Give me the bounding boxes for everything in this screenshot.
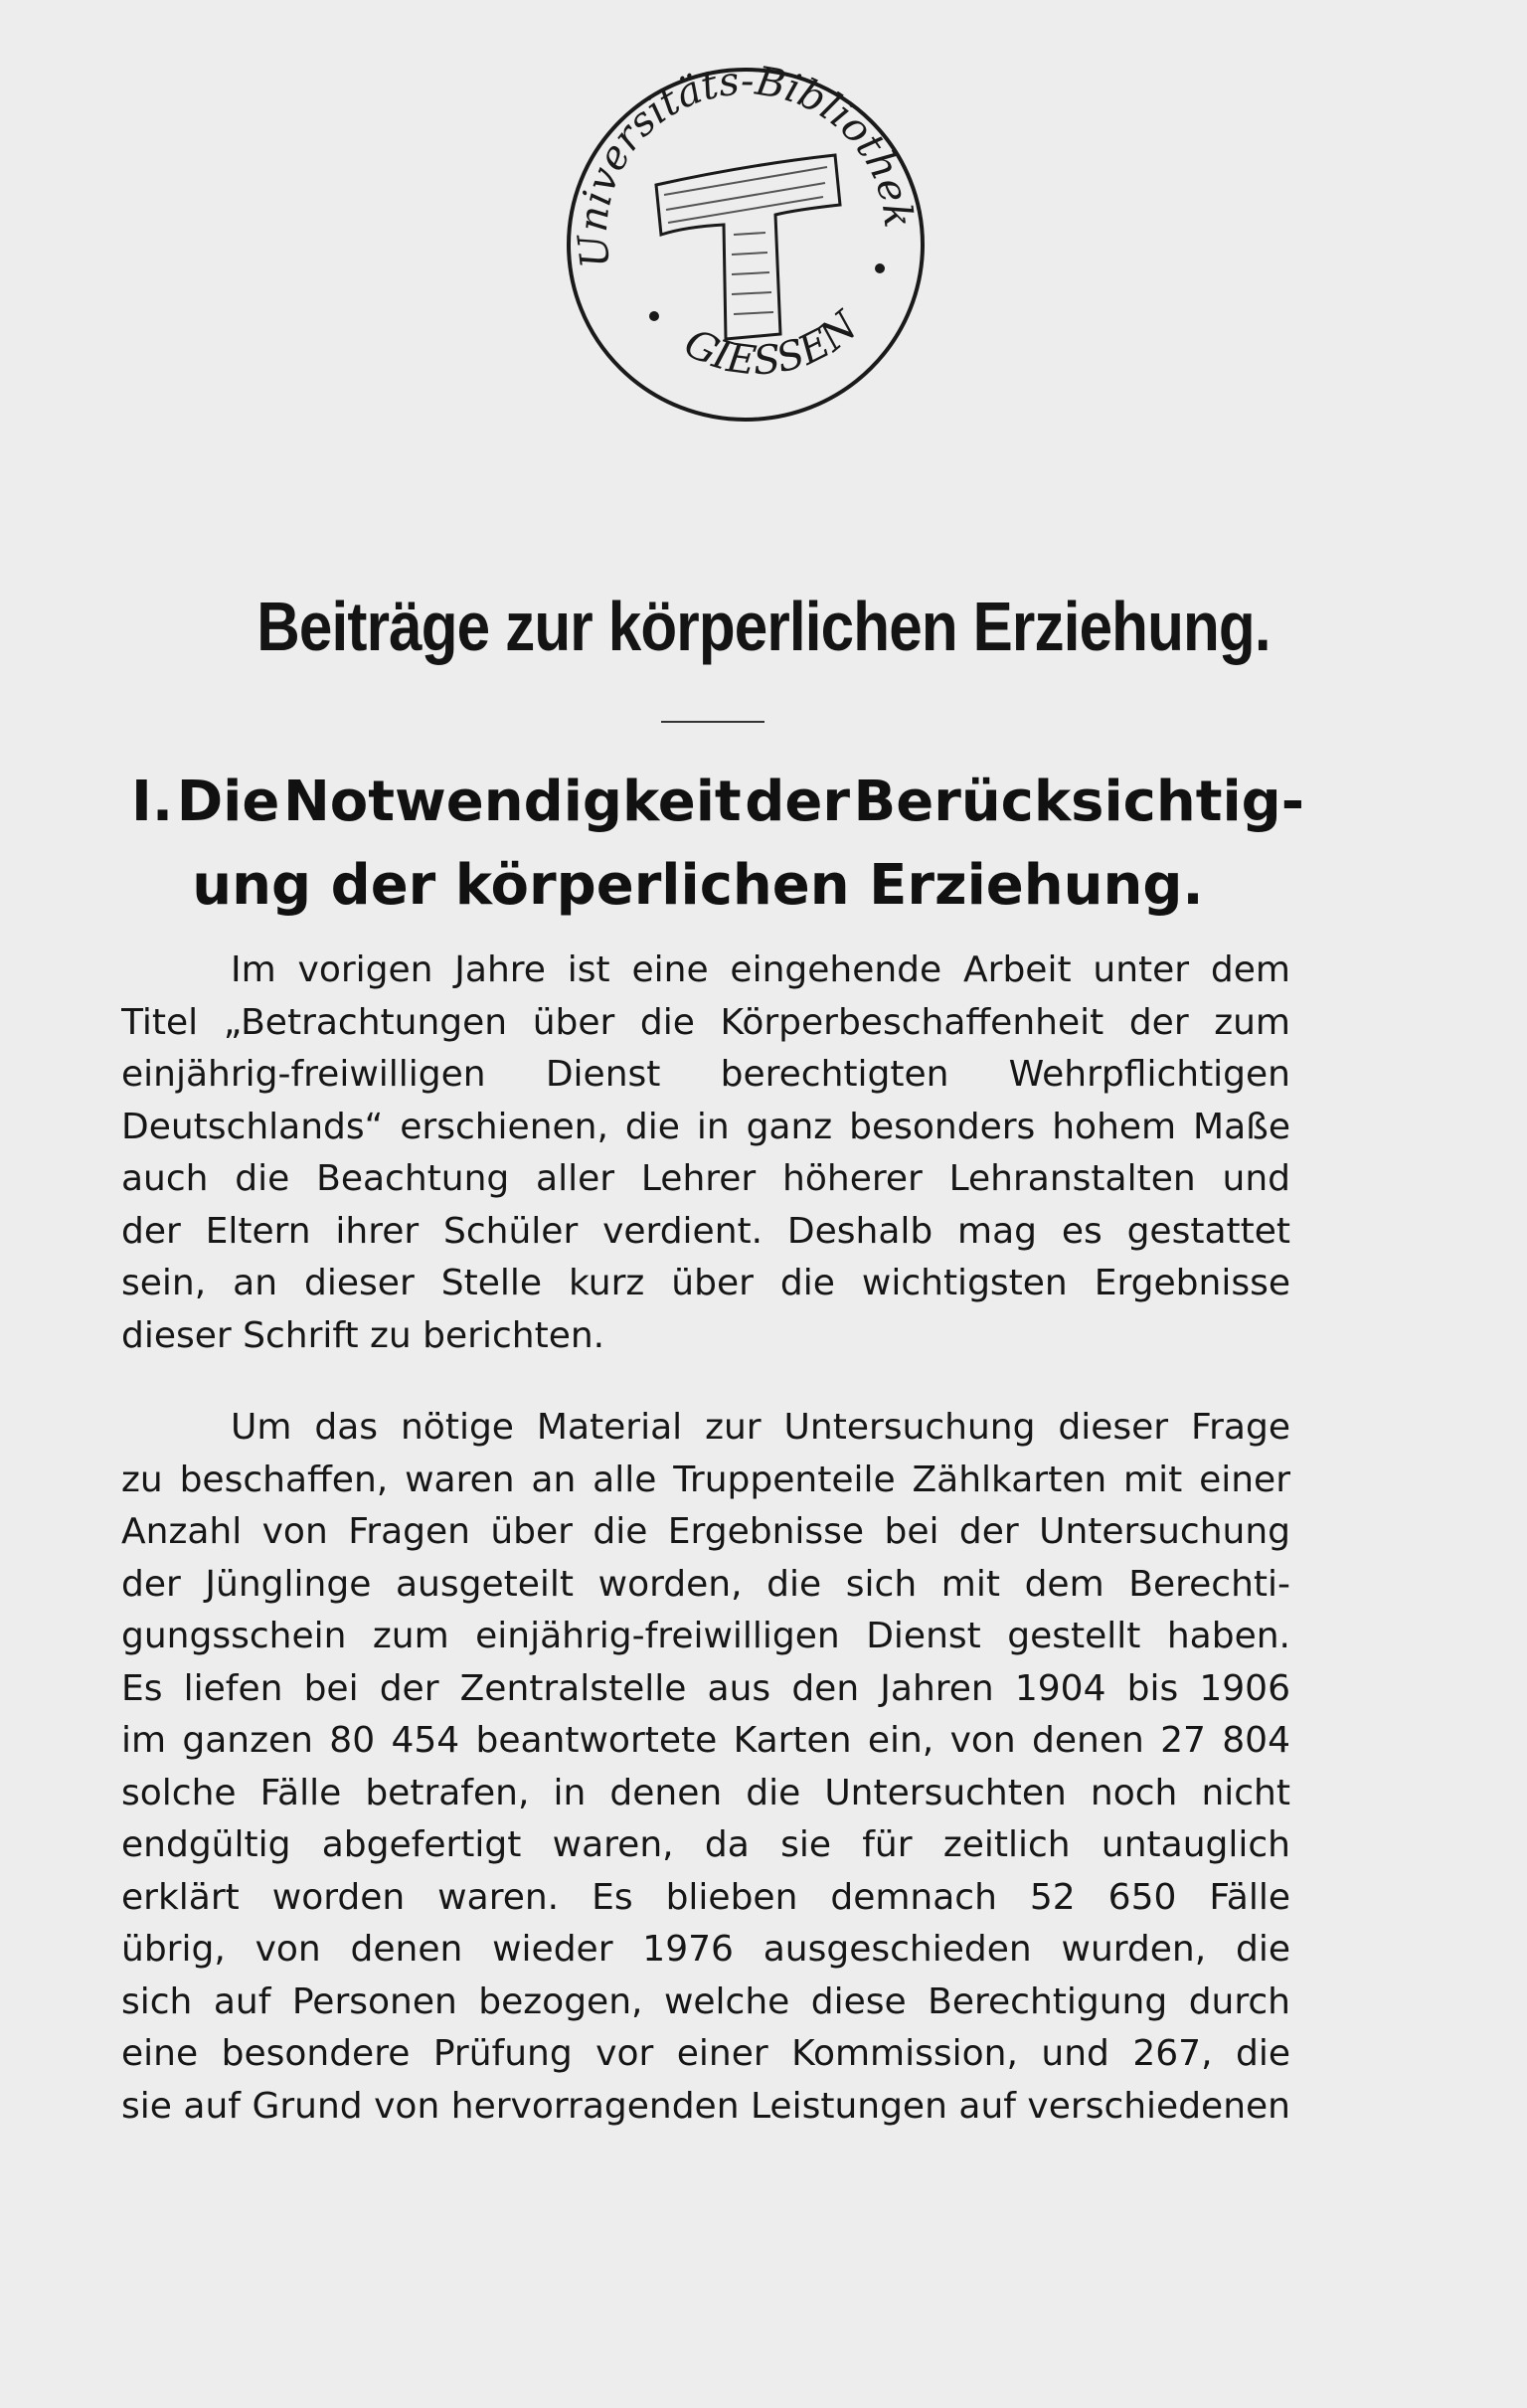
library-stamp-graphic	[557, 56, 934, 424]
text-line: endgültig abgefertigt waren, da sie für zeitlich untauglich	[121, 1824, 1290, 1865]
section-title-line-1	[131, 761, 1304, 844]
text-line: Deutschlands“ erschienen, die in ganz besonders hohem Maße	[121, 1106, 1290, 1147]
text-line: zu beschaffen, waren an alle Truppenteile Zählkarten mit einer	[121, 1459, 1290, 1500]
text-line: sie auf Grund von hervorragenden Leistungen auf verschiedenen	[121, 2085, 1290, 2127]
title-divider	[661, 721, 764, 723]
text-line: der Eltern ihrer Schüler verdient. Deshalb mag es gestattet	[121, 1210, 1290, 1252]
text-line: solche Fälle betrafen, in denen die Untersuchten noch nicht	[121, 1772, 1290, 1813]
stamp-dot-right	[875, 263, 885, 273]
main-title: Beiträge zur körperlichen Erziehung.	[256, 588, 1271, 665]
stamp-dot-left	[649, 311, 659, 321]
text-line: auch die Beachtung aller Lehrer höherer Lehranstalten und	[121, 1158, 1290, 1199]
section-title	[131, 761, 1304, 928]
body-text	[121, 945, 1290, 2133]
text-line: erklärt worden waren. Es blieben demnach 52 650 Fälle	[121, 1876, 1290, 1918]
text-line: einjährig-freiwilligen Dienst berechtigten Wehrpflichtigen	[121, 1054, 1290, 1095]
text-line: sich auf Personen bezogen, welche diese Berechtigung durch	[121, 1980, 1290, 2022]
paragraph-2	[121, 1402, 1290, 2133]
section-title-word: Notwendigkeit	[282, 770, 742, 834]
section-title-word: Berücksichtig-	[853, 770, 1304, 834]
text-line: Titel „Betrachtungen über die Körperbeschaffenheit der zum	[121, 1001, 1290, 1043]
stamp-bottom-text: GIESSEN	[677, 302, 867, 385]
section-title-word: Die	[176, 770, 280, 834]
paragraph-1	[121, 945, 1290, 1362]
section-title-line-2: ung der körperlichen Erziehung.	[192, 853, 1204, 918]
text-line: Anzahl von Fragen über die Ergebnisse bei der Untersuchung	[121, 1511, 1290, 1552]
text-line: Im vorigen Jahre ist eine eingehende Arbeit unter dem	[231, 949, 1290, 990]
section-title-word: I.	[131, 770, 174, 834]
text-line: sein, an dieser Stelle kurz über die wichtigsten Ergebnisse	[121, 1263, 1290, 1303]
section-title-word: der	[745, 770, 850, 834]
text-line: Um das nötige Material zur Untersuchung dieser Frage	[231, 1407, 1290, 1448]
text-line: eine besondere Prüfung vor einer Kommission, und 267, die	[121, 2033, 1290, 2074]
text-line: Es liefen bei der Zentralstelle aus den Jahren 1904 bis 1906	[121, 1667, 1290, 1709]
text-line: im ganzen 80 454 beantwortete Karten ein, von denen 27 804	[121, 1720, 1290, 1761]
text-line: gungsschein zum einjährig-freiwilligen Dienst gestellt haben.	[121, 1616, 1290, 1656]
text-line: dieser Schrift zu berichten.	[121, 1314, 605, 1356]
stamp-top-text: Universitäts-Bibliothek	[570, 58, 922, 270]
text-line: übrig, von denen wieder 1976 ausgeschieden wurden, die	[121, 1929, 1290, 1970]
library-stamp	[557, 56, 934, 424]
tau-cross-icon	[656, 155, 840, 339]
text-line: der Jünglinge ausgeteilt worden, die sich mit dem Berechti-	[121, 1563, 1290, 1605]
